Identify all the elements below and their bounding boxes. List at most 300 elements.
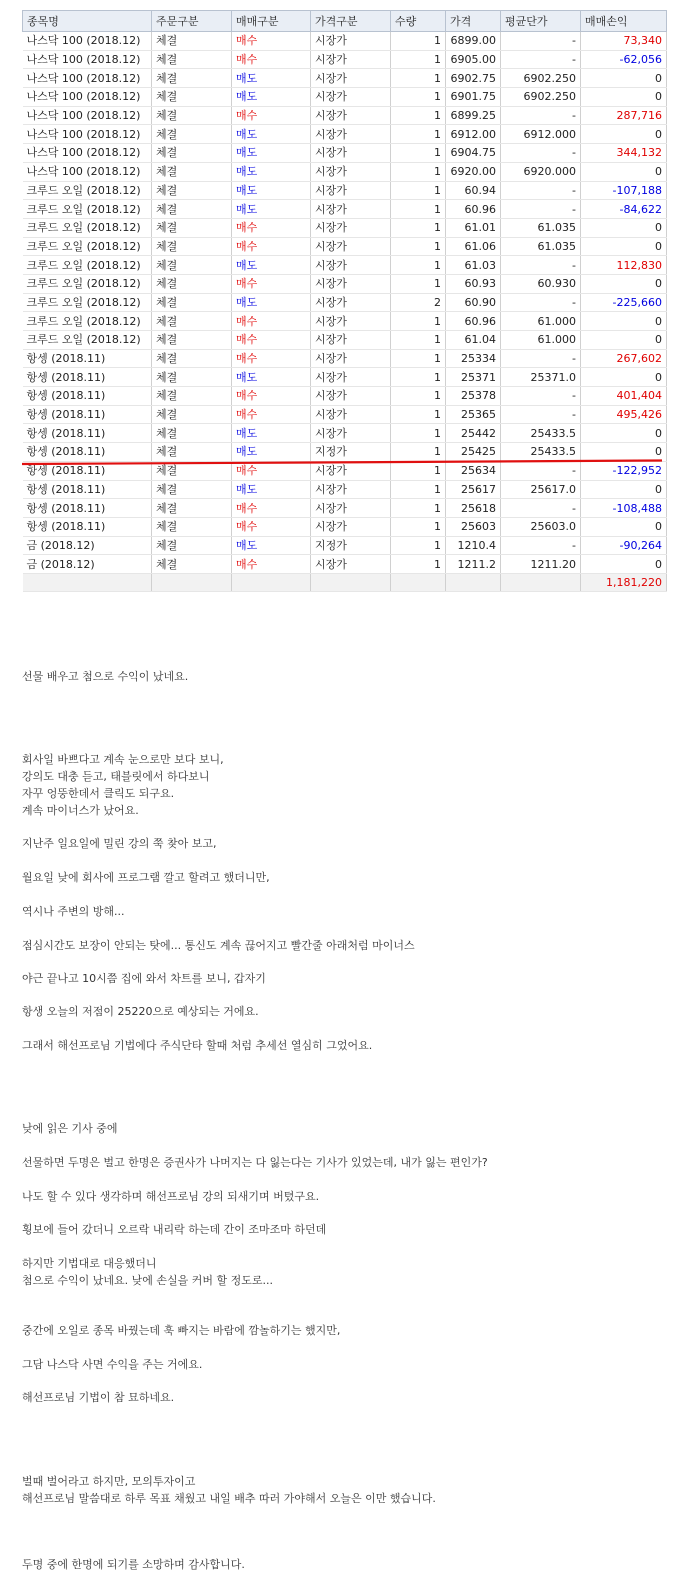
post-line: 그담 나스닥 사면 수익을 주는 거에요.	[22, 1358, 203, 1371]
price-type-cell: 시장가	[311, 461, 391, 480]
table-row[interactable]	[23, 50, 667, 69]
quantity-cell: 1	[391, 405, 446, 424]
average-price-cell: -	[501, 50, 581, 69]
price-type-cell: 지정가	[311, 536, 391, 555]
quantity-cell: 1	[391, 331, 446, 350]
profit-loss-cell: 0	[581, 69, 667, 88]
column-header-profit-loss[interactable]: 매매손익	[581, 11, 667, 32]
trade-type-cell: 매수	[232, 555, 311, 574]
average-price-cell: 6912.000	[501, 125, 581, 144]
price-type-cell: 시장가	[311, 50, 391, 69]
average-price-cell: 6902.250	[501, 69, 581, 88]
item-name-cell: 나스닥 100 (2018.12)	[23, 125, 152, 144]
quantity-cell: 1	[391, 349, 446, 368]
profit-loss-cell: 0	[581, 424, 667, 443]
item-name-cell: 나스닥 100 (2018.12)	[23, 162, 152, 181]
item-name-cell: 나스닥 100 (2018.12)	[23, 32, 152, 51]
trade-type-cell: 매도	[232, 162, 311, 181]
post-line: 지난주 일요일에 밀린 강의 쭉 찾아 보고,	[22, 837, 217, 850]
item-name-cell: 항셍 (2018.11)	[23, 349, 152, 368]
price-cell: 6905.00	[446, 50, 501, 69]
order-type-cell: 체결	[152, 88, 232, 107]
price-cell: 6904.75	[446, 144, 501, 163]
item-name-cell: 나스닥 100 (2018.12)	[23, 106, 152, 125]
trade-rows	[23, 32, 667, 574]
average-price-cell: 60.930	[501, 274, 581, 293]
profit-loss-cell: 0	[581, 218, 667, 237]
price-cell: 6899.25	[446, 106, 501, 125]
order-type-cell: 체결	[152, 387, 232, 406]
order-type-cell: 체결	[152, 443, 232, 462]
order-type-cell: 체결	[152, 181, 232, 200]
price-type-cell: 시장가	[311, 405, 391, 424]
order-type-cell: 체결	[152, 218, 232, 237]
item-name-cell: 크루드 오일 (2018.12)	[23, 181, 152, 200]
trade-type-cell: 매도	[232, 88, 311, 107]
table-row[interactable]	[23, 125, 667, 144]
price-cell: 61.01	[446, 218, 501, 237]
price-cell: 25365	[446, 405, 501, 424]
total-cell-empty	[23, 573, 152, 591]
order-type-cell: 체결	[152, 368, 232, 387]
item-name-cell: 나스닥 100 (2018.12)	[23, 50, 152, 69]
quantity-cell: 1	[391, 32, 446, 51]
average-price-cell: 25433.5	[501, 424, 581, 443]
item-name-cell: 항셍 (2018.11)	[23, 443, 152, 462]
price-type-cell: 시장가	[311, 387, 391, 406]
order-type-cell: 체결	[152, 555, 232, 574]
profit-loss-cell: 0	[581, 443, 667, 462]
quantity-cell: 1	[391, 218, 446, 237]
trade-type-cell: 매도	[232, 256, 311, 275]
item-name-cell: 크루드 오일 (2018.12)	[23, 200, 152, 219]
price-type-cell: 시장가	[311, 293, 391, 312]
table-row[interactable]	[23, 424, 667, 443]
profit-loss-cell: 0	[581, 237, 667, 256]
quantity-cell: 2	[391, 293, 446, 312]
price-type-cell: 시장가	[311, 368, 391, 387]
table-row[interactable]	[23, 106, 667, 125]
quantity-cell: 1	[391, 106, 446, 125]
order-type-cell: 체결	[152, 144, 232, 163]
trade-type-cell: 매수	[232, 237, 311, 256]
post-line: 항생 오늘의 저점이 25220으로 예상되는 거에요.	[22, 1005, 259, 1018]
item-name-cell: 금 (2018.12)	[23, 555, 152, 574]
price-type-cell: 시장가	[311, 480, 391, 499]
order-type-cell: 체결	[152, 125, 232, 144]
trade-type-cell: 매도	[232, 144, 311, 163]
order-type-cell: 체결	[152, 480, 232, 499]
trade-table	[22, 10, 667, 592]
table-row[interactable]	[23, 387, 667, 406]
quantity-cell: 1	[391, 181, 446, 200]
item-name-cell: 크루드 오일 (2018.12)	[23, 274, 152, 293]
quantity-cell: 1	[391, 312, 446, 331]
total-profit-loss: 1,181,220	[581, 573, 667, 591]
quantity-cell: 1	[391, 536, 446, 555]
price-type-cell: 시장가	[311, 312, 391, 331]
table-row[interactable]	[23, 536, 667, 555]
post-line: 해선프로님 말씀대로 하루 목표 채웠고 내일 배추 따러 가야해서 오늘은 이만 했습니다.	[22, 1492, 436, 1505]
price-type-cell: 시장가	[311, 349, 391, 368]
order-type-cell: 체결	[152, 293, 232, 312]
trade-type-cell: 매도	[232, 181, 311, 200]
order-type-cell: 체결	[152, 50, 232, 69]
quantity-cell: 1	[391, 555, 446, 574]
trade-type-cell: 매도	[232, 536, 311, 555]
table-row[interactable]	[23, 32, 667, 51]
quantity-cell: 1	[391, 443, 446, 462]
order-type-cell: 체결	[152, 200, 232, 219]
price-cell: 60.90	[446, 293, 501, 312]
post-line: 강의도 대충 듣고, 태블릿에서 하다보니	[22, 770, 210, 783]
trade-type-cell: 매도	[232, 69, 311, 88]
quantity-cell: 1	[391, 274, 446, 293]
profit-loss-cell: 0	[581, 368, 667, 387]
average-price-cell: 61.000	[501, 331, 581, 350]
price-cell: 1210.4	[446, 536, 501, 555]
profit-loss-cell: 73,340	[581, 32, 667, 51]
table-row[interactable]	[23, 443, 667, 462]
trade-type-cell: 매도	[232, 424, 311, 443]
average-price-cell: -	[501, 32, 581, 51]
item-name-cell: 항셍 (2018.11)	[23, 424, 152, 443]
table-row[interactable]	[23, 144, 667, 163]
price-type-cell: 지정가	[311, 443, 391, 462]
item-name-cell: 항셍 (2018.11)	[23, 499, 152, 518]
price-cell: 60.96	[446, 200, 501, 219]
table-header-row	[23, 11, 667, 32]
price-cell: 60.94	[446, 181, 501, 200]
order-type-cell: 체결	[152, 162, 232, 181]
price-cell: 25378	[446, 387, 501, 406]
table-row[interactable]	[23, 312, 667, 331]
profit-loss-cell: 112,830	[581, 256, 667, 275]
post-line: 선물 배우고 첨으로 수익이 났네요.	[22, 670, 189, 683]
price-cell: 6902.75	[446, 69, 501, 88]
quantity-cell: 1	[391, 461, 446, 480]
average-price-cell: 6902.250	[501, 88, 581, 107]
column-header-order-type[interactable]: 주문구분	[152, 11, 232, 32]
trade-type-cell: 매수	[232, 32, 311, 51]
post-line: 횡보에 들어 갔더니 오르락 내리락 하는데 간이 조마조마 하던데	[22, 1223, 327, 1236]
trade-type-cell: 매수	[232, 349, 311, 368]
price-cell: 6901.75	[446, 88, 501, 107]
trade-type-cell: 매수	[232, 331, 311, 350]
total-cell-empty	[501, 573, 581, 591]
profit-loss-cell: -225,660	[581, 293, 667, 312]
table-row[interactable]	[23, 200, 667, 219]
profit-loss-cell: 0	[581, 162, 667, 181]
item-name-cell: 크루드 오일 (2018.12)	[23, 312, 152, 331]
table-row[interactable]	[23, 293, 667, 312]
table-row[interactable]	[23, 555, 667, 574]
table-row[interactable]	[23, 162, 667, 181]
item-name-cell: 금 (2018.12)	[23, 536, 152, 555]
item-name-cell: 나스닥 100 (2018.12)	[23, 88, 152, 107]
average-price-cell: -	[501, 200, 581, 219]
table-row[interactable]	[23, 499, 667, 518]
quantity-cell: 1	[391, 50, 446, 69]
average-price-cell: -	[501, 461, 581, 480]
price-type-cell: 시장가	[311, 69, 391, 88]
price-cell: 25334	[446, 349, 501, 368]
trade-type-cell: 매수	[232, 517, 311, 536]
order-type-cell: 체결	[152, 69, 232, 88]
profit-loss-cell: 495,426	[581, 405, 667, 424]
post-line: 역시나 주변의 방해...	[22, 905, 125, 918]
average-price-cell: -	[501, 387, 581, 406]
table-row[interactable]	[23, 274, 667, 293]
profit-loss-cell: 0	[581, 555, 667, 574]
post-line: 선물하면 두명은 벌고 한명은 증권사가 나머지는 다 잃는다는 기사가 있었는데, 내가 잃는 편인가?	[22, 1156, 488, 1169]
average-price-cell: 25371.0	[501, 368, 581, 387]
post-line: 월요일 낮에 회사에 프로그램 깔고 할려고 했더니만,	[22, 871, 270, 884]
item-name-cell: 항셍 (2018.11)	[23, 368, 152, 387]
table-row[interactable]	[23, 331, 667, 350]
price-cell: 25618	[446, 499, 501, 518]
post-line: 계속 마이너스가 났어요.	[22, 804, 139, 817]
column-header-quantity[interactable]: 수량	[391, 11, 446, 32]
trade-type-cell: 매도	[232, 443, 311, 462]
average-price-cell: -	[501, 349, 581, 368]
price-cell: 6912.00	[446, 125, 501, 144]
trade-type-cell: 매도	[232, 293, 311, 312]
item-name-cell: 크루드 오일 (2018.12)	[23, 256, 152, 275]
item-name-cell: 크루드 오일 (2018.12)	[23, 293, 152, 312]
post-line: 점심시간도 보장이 안되는 탓에... 통신도 계속 끊어지고 빨간줄 아래처럼 마이너스	[22, 939, 415, 952]
trade-type-cell: 매수	[232, 405, 311, 424]
item-name-cell: 크루드 오일 (2018.12)	[23, 237, 152, 256]
average-price-cell: -	[501, 536, 581, 555]
table-row[interactable]	[23, 218, 667, 237]
average-price-cell: -	[501, 181, 581, 200]
total-cell-empty	[311, 573, 391, 591]
table-row[interactable]	[23, 405, 667, 424]
average-price-cell: 61.035	[501, 237, 581, 256]
price-type-cell: 시장가	[311, 106, 391, 125]
quantity-cell: 1	[391, 424, 446, 443]
item-name-cell: 항셍 (2018.11)	[23, 461, 152, 480]
average-price-cell: -	[501, 293, 581, 312]
order-type-cell: 체결	[152, 256, 232, 275]
post-line: 첨으로 수익이 났네요. 낮에 손실을 커버 할 정도로...	[22, 1274, 273, 1287]
quantity-cell: 1	[391, 237, 446, 256]
order-type-cell: 체결	[152, 106, 232, 125]
price-cell: 6899.00	[446, 32, 501, 51]
order-type-cell: 체결	[152, 499, 232, 518]
trade-type-cell: 매수	[232, 312, 311, 331]
table-row[interactable]	[23, 480, 667, 499]
price-type-cell: 시장가	[311, 32, 391, 51]
trade-type-cell: 매수	[232, 387, 311, 406]
profit-loss-cell: 0	[581, 125, 667, 144]
table-row[interactable]	[23, 461, 667, 480]
quantity-cell: 1	[391, 200, 446, 219]
price-type-cell: 시장가	[311, 256, 391, 275]
profit-loss-cell: 0	[581, 331, 667, 350]
average-price-cell: -	[501, 405, 581, 424]
price-cell: 61.06	[446, 237, 501, 256]
quantity-cell: 1	[391, 144, 446, 163]
total-cell-empty	[232, 573, 311, 591]
average-price-cell: 61.035	[501, 218, 581, 237]
trade-type-cell: 매수	[232, 499, 311, 518]
profit-loss-cell: 0	[581, 88, 667, 107]
item-name-cell: 나스닥 100 (2018.12)	[23, 69, 152, 88]
profit-loss-cell: -122,952	[581, 461, 667, 480]
trade-type-cell: 매도	[232, 125, 311, 144]
post-line: 야근 끝나고 10시쯤 집에 와서 차트를 보니, 갑자기	[22, 972, 266, 985]
order-type-cell: 체결	[152, 237, 232, 256]
price-cell: 6920.00	[446, 162, 501, 181]
price-type-cell: 시장가	[311, 88, 391, 107]
profit-loss-cell: 0	[581, 517, 667, 536]
price-type-cell: 시장가	[311, 555, 391, 574]
profit-loss-cell: -62,056	[581, 50, 667, 69]
order-type-cell: 체결	[152, 461, 232, 480]
trade-type-cell: 매수	[232, 50, 311, 69]
post-line: 그래서 해선프로님 기법에다 주식단타 할때 처럼 추세선 열심히 그었어요.	[22, 1039, 373, 1052]
profit-loss-cell: -108,488	[581, 499, 667, 518]
price-cell: 25425	[446, 443, 501, 462]
quantity-cell: 1	[391, 480, 446, 499]
price-cell: 25371	[446, 368, 501, 387]
price-cell: 25442	[446, 424, 501, 443]
price-type-cell: 시장가	[311, 331, 391, 350]
price-cell: 60.93	[446, 274, 501, 293]
column-header-average-price[interactable]: 평균단가	[501, 11, 581, 32]
profit-loss-cell: 287,716	[581, 106, 667, 125]
trade-type-cell: 매수	[232, 461, 311, 480]
quantity-cell: 1	[391, 162, 446, 181]
post-line: 벌때 벌어라고 하지만, 모의투자이고	[22, 1475, 196, 1488]
total-row	[23, 573, 667, 591]
quantity-cell: 1	[391, 125, 446, 144]
quantity-cell: 1	[391, 88, 446, 107]
average-price-cell: -	[501, 256, 581, 275]
table-row[interactable]	[23, 349, 667, 368]
average-price-cell: -	[501, 144, 581, 163]
profit-loss-cell: 344,132	[581, 144, 667, 163]
order-type-cell: 체결	[152, 274, 232, 293]
price-cell: 25634	[446, 461, 501, 480]
order-type-cell: 체결	[152, 424, 232, 443]
price-type-cell: 시장가	[311, 274, 391, 293]
profit-loss-cell: 0	[581, 312, 667, 331]
average-price-cell: 1211.20	[501, 555, 581, 574]
post-line: 자꾸 엉뚱한데서 클릭도 되구요.	[22, 787, 175, 800]
average-price-cell: 25603.0	[501, 517, 581, 536]
average-price-cell: 25433.5	[501, 443, 581, 462]
price-type-cell: 시장가	[311, 144, 391, 163]
order-type-cell: 체결	[152, 32, 232, 51]
table-row[interactable]	[23, 256, 667, 275]
trade-type-cell: 매수	[232, 106, 311, 125]
average-price-cell: -	[501, 106, 581, 125]
total-cell-empty	[152, 573, 232, 591]
profit-loss-cell: 401,404	[581, 387, 667, 406]
post-line: 중간에 오일로 종목 바꿨는데 훅 빠지는 바람에 깜놀하기는 했지만,	[22, 1324, 341, 1337]
order-type-cell: 체결	[152, 312, 232, 331]
profit-loss-cell: 0	[581, 274, 667, 293]
order-type-cell: 체결	[152, 517, 232, 536]
price-type-cell: 시장가	[311, 517, 391, 536]
profit-loss-cell: -90,264	[581, 536, 667, 555]
quantity-cell: 1	[391, 517, 446, 536]
price-type-cell: 시장가	[311, 200, 391, 219]
item-name-cell: 크루드 오일 (2018.12)	[23, 218, 152, 237]
post-line: 나도 할 수 있다 생각하며 해선프로님 강의 되새기며 버텼구요.	[22, 1190, 320, 1203]
item-name-cell: 항셍 (2018.11)	[23, 387, 152, 406]
average-price-cell: 61.000	[501, 312, 581, 331]
profit-loss-cell: -84,622	[581, 200, 667, 219]
quantity-cell: 1	[391, 387, 446, 406]
price-type-cell: 시장가	[311, 237, 391, 256]
post-line: 해선프로님 기법이 참 묘하네요.	[22, 1391, 175, 1404]
average-price-cell: -	[501, 499, 581, 518]
column-header-item[interactable]: 종목명	[23, 11, 152, 32]
item-name-cell: 크루드 오일 (2018.12)	[23, 331, 152, 350]
trade-type-cell: 매도	[232, 200, 311, 219]
quantity-cell: 1	[391, 69, 446, 88]
price-cell: 60.96	[446, 312, 501, 331]
table-row[interactable]	[23, 237, 667, 256]
post-line: 하지만 기법대로 대응했더니	[22, 1257, 157, 1270]
trade-history-grid	[22, 10, 666, 592]
item-name-cell: 항셍 (2018.11)	[23, 480, 152, 499]
order-type-cell: 체결	[152, 349, 232, 368]
price-cell: 61.04	[446, 331, 501, 350]
trade-type-cell: 매도	[232, 480, 311, 499]
price-cell: 1211.2	[446, 555, 501, 574]
order-type-cell: 체결	[152, 536, 232, 555]
quantity-cell: 1	[391, 256, 446, 275]
price-type-cell: 시장가	[311, 162, 391, 181]
table-row[interactable]	[23, 69, 667, 88]
item-name-cell: 항셍 (2018.11)	[23, 405, 152, 424]
price-type-cell: 시장가	[311, 499, 391, 518]
profit-loss-cell: -107,188	[581, 181, 667, 200]
table-row[interactable]	[23, 517, 667, 536]
column-header-price[interactable]: 가격	[446, 11, 501, 32]
trade-type-cell: 매도	[232, 368, 311, 387]
quantity-cell: 1	[391, 368, 446, 387]
post-line: 두명 중에 한명에 되기를 소망하며 감사합니다.	[22, 1558, 245, 1571]
price-cell: 25603	[446, 517, 501, 536]
trade-type-cell: 매수	[232, 274, 311, 293]
price-type-cell: 시장가	[311, 218, 391, 237]
table-row[interactable]	[23, 368, 667, 387]
order-type-cell: 체결	[152, 405, 232, 424]
quantity-cell: 1	[391, 499, 446, 518]
order-type-cell: 체결	[152, 331, 232, 350]
price-type-cell: 시장가	[311, 125, 391, 144]
column-header-trade-type[interactable]: 매매구분	[232, 11, 311, 32]
column-header-price-type[interactable]: 가격구분	[311, 11, 391, 32]
table-row[interactable]	[23, 88, 667, 107]
total-cell-empty	[391, 573, 446, 591]
price-cell: 61.03	[446, 256, 501, 275]
average-price-cell: 25617.0	[501, 480, 581, 499]
profit-loss-cell: 0	[581, 480, 667, 499]
price-cell: 25617	[446, 480, 501, 499]
table-row[interactable]	[23, 181, 667, 200]
trade-type-cell: 매수	[232, 218, 311, 237]
price-type-cell: 시장가	[311, 181, 391, 200]
item-name-cell: 나스닥 100 (2018.12)	[23, 144, 152, 163]
post-line: 회사일 바쁘다고 계속 눈으로만 보다 보니,	[22, 753, 224, 766]
